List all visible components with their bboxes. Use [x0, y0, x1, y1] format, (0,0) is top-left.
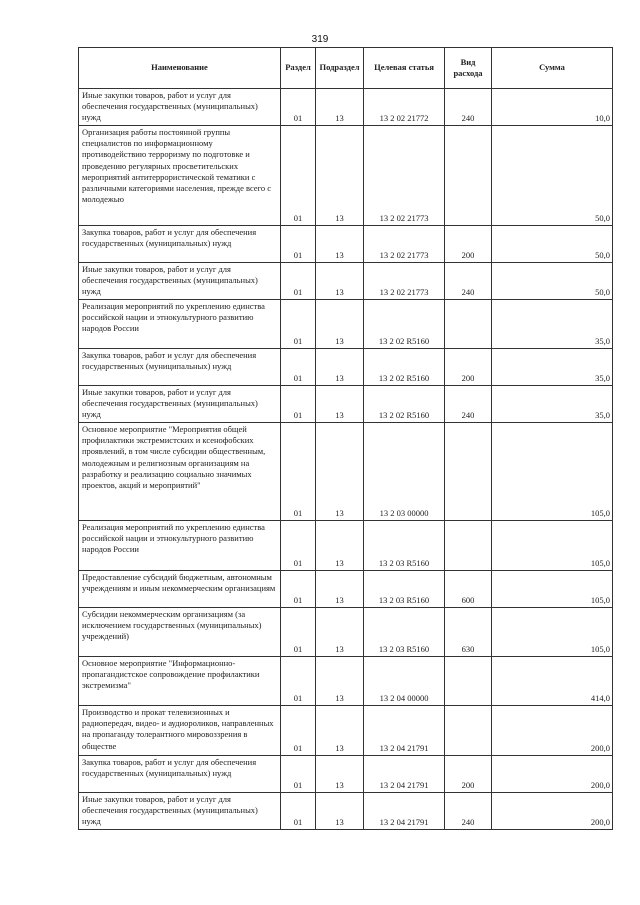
row-podrazdel: 13 — [316, 521, 364, 571]
page-number: 319 — [311, 34, 329, 45]
row-statya: 13 2 03 00000 — [364, 423, 445, 521]
row-statya: 13 2 02 21773 — [364, 126, 445, 226]
header-razdel: Раздел — [281, 48, 316, 89]
row-name: Субсидии некоммерческим организациям (за исключением государственных (муниципальных) учреждений) — [79, 608, 281, 657]
row-podrazdel: 13 — [316, 349, 364, 386]
header-podrazdel: Подраздел — [316, 48, 364, 89]
row-razdel: 01 — [281, 521, 316, 571]
table-row — [79, 89, 613, 126]
row-podrazdel: 13 — [316, 706, 364, 756]
row-vid: 240 — [445, 263, 492, 300]
row-statya: 13 2 03 R5160 — [364, 571, 445, 608]
row-name: Предоставление субсидий бюджетным, автономным учреждениям и иным некоммерческим организациям — [79, 571, 281, 608]
row-vid: 200 — [445, 226, 492, 263]
row-summa: 105,0 — [492, 608, 613, 657]
row-podrazdel: 13 — [316, 126, 364, 226]
row-podrazdel: 13 — [316, 263, 364, 300]
row-summa: 105,0 — [492, 571, 613, 608]
row-podrazdel: 13 — [316, 386, 364, 423]
row-podrazdel: 13 — [316, 226, 364, 263]
row-vid — [445, 126, 492, 226]
table-row — [79, 263, 613, 300]
row-statya: 13 2 03 R5160 — [364, 608, 445, 657]
row-summa: 105,0 — [492, 423, 613, 521]
header-row — [79, 48, 613, 89]
row-summa: 50,0 — [492, 226, 613, 263]
row-razdel: 01 — [281, 706, 316, 756]
row-name: Производство и прокат телевизионных и радиопередач, видео- и аудиороликов, направленных на пропаганду толерантного мировоззрения в обществе — [79, 706, 281, 756]
row-vid — [445, 657, 492, 706]
row-podrazdel: 13 — [316, 89, 364, 126]
row-podrazdel: 13 — [316, 756, 364, 793]
row-vid: 200 — [445, 756, 492, 793]
row-razdel: 01 — [281, 657, 316, 706]
table-row — [79, 300, 613, 349]
row-razdel: 01 — [281, 386, 316, 423]
table-row — [79, 423, 613, 521]
row-summa: 35,0 — [492, 300, 613, 349]
table-row — [79, 657, 613, 706]
row-summa: 200,0 — [492, 756, 613, 793]
row-summa: 35,0 — [492, 349, 613, 386]
row-summa: 200,0 — [492, 706, 613, 756]
row-vid: 630 — [445, 608, 492, 657]
row-vid: 240 — [445, 386, 492, 423]
row-razdel: 01 — [281, 263, 316, 300]
row-razdel: 01 — [281, 571, 316, 608]
table-row — [79, 706, 613, 756]
row-podrazdel: 13 — [316, 657, 364, 706]
row-vid: 200 — [445, 349, 492, 386]
row-razdel: 01 — [281, 126, 316, 226]
row-statya: 13 2 04 21791 — [364, 756, 445, 793]
row-vid: 240 — [445, 89, 492, 126]
row-vid — [445, 423, 492, 521]
budget-table — [78, 47, 613, 830]
row-razdel: 01 — [281, 226, 316, 263]
row-vid — [445, 300, 492, 349]
row-summa: 50,0 — [492, 263, 613, 300]
row-statya: 13 2 02 R5160 — [364, 386, 445, 423]
row-vid — [445, 706, 492, 756]
table-row — [79, 126, 613, 226]
row-razdel: 01 — [281, 349, 316, 386]
row-razdel: 01 — [281, 793, 316, 830]
row-statya: 13 2 02 R5160 — [364, 349, 445, 386]
row-summa: 105,0 — [492, 521, 613, 571]
row-summa: 414,0 — [492, 657, 613, 706]
row-summa: 10,0 — [492, 89, 613, 126]
row-razdel: 01 — [281, 89, 316, 126]
row-statya: 13 2 04 00000 — [364, 657, 445, 706]
row-podrazdel: 13 — [316, 300, 364, 349]
header-statya: Целевая статья — [364, 48, 445, 89]
row-vid — [445, 521, 492, 571]
row-name: Закупка товаров, работ и услуг для обеспечения государственных (муниципальных) нужд — [79, 226, 281, 263]
row-razdel: 01 — [281, 608, 316, 657]
row-podrazdel: 13 — [316, 423, 364, 521]
table-row — [79, 756, 613, 793]
row-vid: 600 — [445, 571, 492, 608]
header-name: Наименование — [79, 48, 281, 89]
header-vid: Вид расхода — [445, 48, 492, 89]
row-razdel: 01 — [281, 423, 316, 521]
row-summa: 50,0 — [492, 126, 613, 226]
row-podrazdel: 13 — [316, 608, 364, 657]
row-name: Иные закупки товаров, работ и услуг для обеспечения государственных (муниципальных) нужд — [79, 263, 281, 300]
row-statya: 13 2 02 21772 — [364, 89, 445, 126]
table-row — [79, 521, 613, 571]
row-name: Иные закупки товаров, работ и услуг для обеспечения государственных (муниципальных) нужд — [79, 386, 281, 423]
row-statya: 13 2 03 R5160 — [364, 521, 445, 571]
row-podrazdel: 13 — [316, 793, 364, 830]
row-name: Иные закупки товаров, работ и услуг для обеспечения государственных (муниципальных) нужд — [79, 89, 281, 126]
table-row — [79, 226, 613, 263]
row-statya: 13 2 02 R5160 — [364, 300, 445, 349]
table-row — [79, 571, 613, 608]
table-row — [79, 386, 613, 423]
row-podrazdel: 13 — [316, 571, 364, 608]
header-summa: Сумма — [492, 48, 613, 89]
row-summa: 35,0 — [492, 386, 613, 423]
row-statya: 13 2 04 21791 — [364, 793, 445, 830]
table-row — [79, 349, 613, 386]
row-name: Основное мероприятие "Мероприятия общей профилактики экстремистских и ксенофобских проявлений, в том числе субсидии общественным, молодежным и религиозным организациям на разработку и реализацию социально значимых проектов, акций и мероприятий" — [79, 423, 281, 521]
row-name: Основное мероприятие "Информационно-пропагандистское сопровождение профилактики экстремизма" — [79, 657, 281, 706]
row-name: Закупка товаров, работ и услуг для обеспечения государственных (муниципальных) нужд — [79, 349, 281, 386]
row-summa: 200,0 — [492, 793, 613, 830]
row-vid: 240 — [445, 793, 492, 830]
row-statya: 13 2 04 21791 — [364, 706, 445, 756]
row-name: Иные закупки товаров, работ и услуг для обеспечения государственных (муниципальных) нужд — [79, 793, 281, 830]
row-razdel: 01 — [281, 756, 316, 793]
row-statya: 13 2 02 21773 — [364, 263, 445, 300]
row-name: Организация работы постоянной группы специалистов по информационному противодействию терроризму по подготовке и проведению регулярных просветительских мероприятий антитеррористической тематики с различными категориями населения, прежде всего с молодежью — [79, 126, 281, 226]
row-name: Реализация мероприятий по укреплению единства российской нации и этнокультурного развитию народов России — [79, 521, 281, 571]
row-statya: 13 2 02 21773 — [364, 226, 445, 263]
row-razdel: 01 — [281, 300, 316, 349]
row-name: Реализация мероприятий по укреплению единства российской нации и этнокультурного развитию народов России — [79, 300, 281, 349]
table-row — [79, 793, 613, 830]
row-name: Закупка товаров, работ и услуг для обеспечения государственных (муниципальных) нужд — [79, 756, 281, 793]
table-row — [79, 608, 613, 657]
